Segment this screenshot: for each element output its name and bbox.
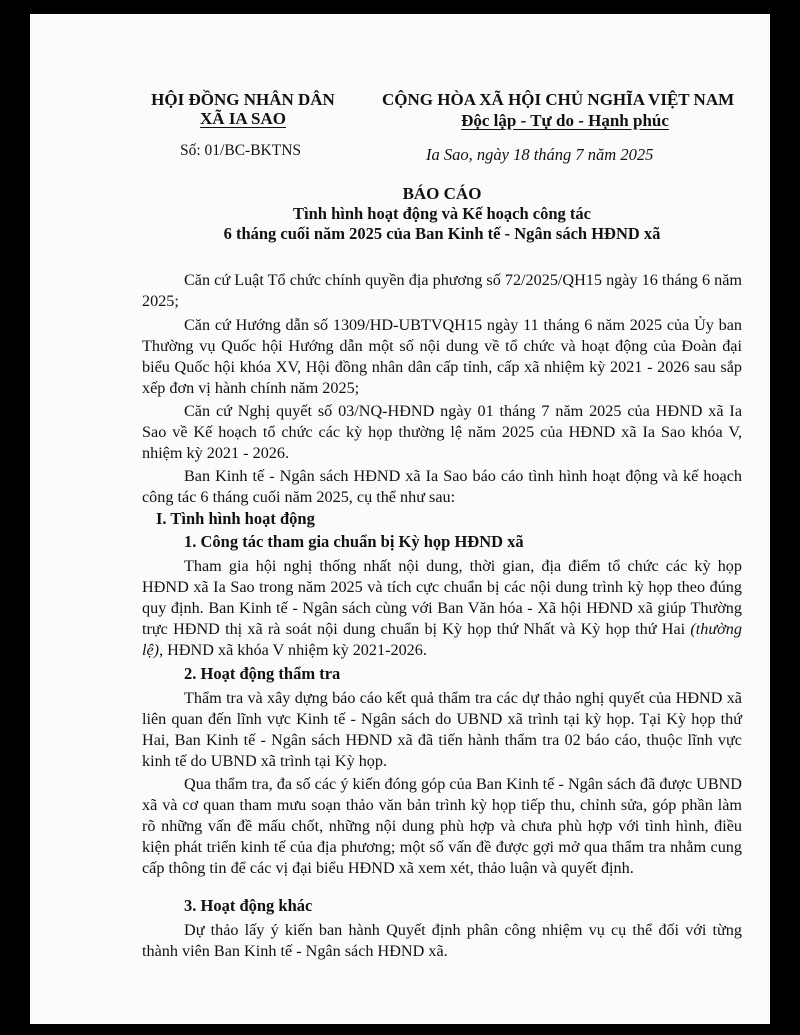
org-subname-text: XÃ IA SAO bbox=[200, 109, 286, 128]
paragraph-other-activities: Dự thảo lấy ý kiến ban hành Quyết định phân công nhiệm vụ cụ thể đối với từng thành viên Ban Kinh tế - Ngân sách HĐND xã. bbox=[142, 921, 742, 960]
org-subname bbox=[148, 109, 338, 129]
paragraph-intro: Ban Kinh tế - Ngân sách HĐND xã Ia Sao báo cáo tình hình hoạt động và kế hoạch công tác 6 tháng cuối năm 2025, cụ thể như sau: bbox=[142, 467, 742, 506]
paragraph-legal-basis-3: Căn cứ Nghị quyết số 03/NQ-HĐND ngày 01 tháng 7 năm 2025 của HĐND xã Ia Sao về Kế hoạch tổ chức các kỳ họp thường lệ năm 2025 của HĐND xã Ia Sao khóa V, nhiệm kỳ 2021 - 2026. bbox=[142, 402, 742, 462]
motto-text: Độc lập - Tự do - Hạnh phúc bbox=[461, 111, 669, 130]
subsection-heading-3: 3. Hoạt động khác bbox=[184, 896, 313, 915]
subsection-heading-2: 2. Hoạt động thẩm tra bbox=[184, 664, 341, 683]
paragraph-session-prep-italic: (thường lệ) bbox=[142, 620, 742, 659]
paragraph-verification-results: Qua thẩm tra, đa số các ý kiến đóng góp của Ban Kinh tế - Ngân sách đã được UBND xã và cơ quan tham mưu soạn thảo văn bản trình kỳ họp tiếp thu, chỉnh sửa, góp phần làm rõ những vấn đề mấu chốt, những nội dung phù hợp và chưa phù hợp với tình hình, điều kiện phát triển kinh tế của địa phương; một số vấn đề được gợi mở qua thẩm tra nhằm cung cấp thông tin để các vị đại biểu HĐND xã xem xét, thảo luận và quyết định. bbox=[142, 775, 742, 877]
paragraph-verification: Thẩm tra và xây dựng báo cáo kết quả thẩm tra các dự thảo nghị quyết của HĐND xã liên quan đến lĩnh vực Kinh tế - Ngân sách do UBND xã trình tại kỳ họp. Tại Kỳ họp thứ Hai, Ban Kinh tế - Ngân sách HĐND xã đã tiến hành thẩm tra 02 báo cáo, thuộc lĩnh vực kinh tế do UBND xã trình tại Kỳ họp. bbox=[142, 689, 742, 770]
section-heading-1: I. Tình hình hoạt động bbox=[156, 509, 315, 528]
paragraph-session-prep bbox=[142, 556, 742, 661]
paragraph-legal-basis-2: Căn cứ Hướng dẫn số 1309/HD-UBTVQH15 ngày 11 tháng 6 năm 2025 của Ủy ban Thường vụ Quốc hội Hướng dẫn một số nội dung về tổ chức và hoạt động của Đoàn đại biểu Quốc hội khóa XV, Hội đồng nhân dân cấp tỉnh, cấp xã nhiệm kỳ 2021 - 2026 sau sắp xếp đơn vị hành chính năm 2025; bbox=[142, 316, 742, 397]
paragraph-session-prep-text: Tham gia hội nghị thống nhất nội dung, thời gian, địa điểm tổ chức các kỳ họp HĐND xã Ia Sao trong năm 2025 và tích cực chuẩn bị các nội dung trình kỳ họp theo đúng quy định. Ban Kinh tế - Ngân sách cùng với Ban Văn hóa - Xã hội HĐND xã giúp Thường trực HĐND thị xã rà soát nội dung chuẩn bị Kỳ họp thứ Nhất và Kỳ họp thứ Hai bbox=[142, 557, 742, 638]
paragraph-legal-basis-1: Căn cứ Luật Tổ chức chính quyền địa phương số 72/2025/QH15 ngày 16 tháng 6 năm 2025; bbox=[142, 271, 742, 310]
date-line: Ia Sao, ngày 18 tháng 7 năm 2025 bbox=[426, 145, 654, 164]
paragraph-session-prep-end: , HĐND xã khóa V nhiệm kỳ 2021-2026. bbox=[159, 641, 427, 659]
document-page bbox=[30, 14, 770, 1024]
motto bbox=[382, 111, 748, 131]
org-name: HỘI ĐỒNG NHÂN DÂN bbox=[151, 90, 335, 109]
subsection-heading-1: 1. Công tác tham gia chuẩn bị Kỳ họp HĐND xã bbox=[184, 532, 524, 551]
report-subtitle-1: Tình hình hoạt động và Kế hoạch công tác bbox=[293, 204, 591, 223]
report-subtitle-2: 6 tháng cuối năm 2025 của Ban Kinh tế - Ngân sách HĐND xã bbox=[223, 224, 661, 243]
report-title: BÁO CÁO bbox=[402, 184, 482, 203]
country-name: CỘNG HÒA XÃ HỘI CHỦ NGHĨA VIỆT NAM bbox=[382, 90, 735, 109]
document-number: Số: 01/BC-BKTNS bbox=[180, 142, 302, 159]
